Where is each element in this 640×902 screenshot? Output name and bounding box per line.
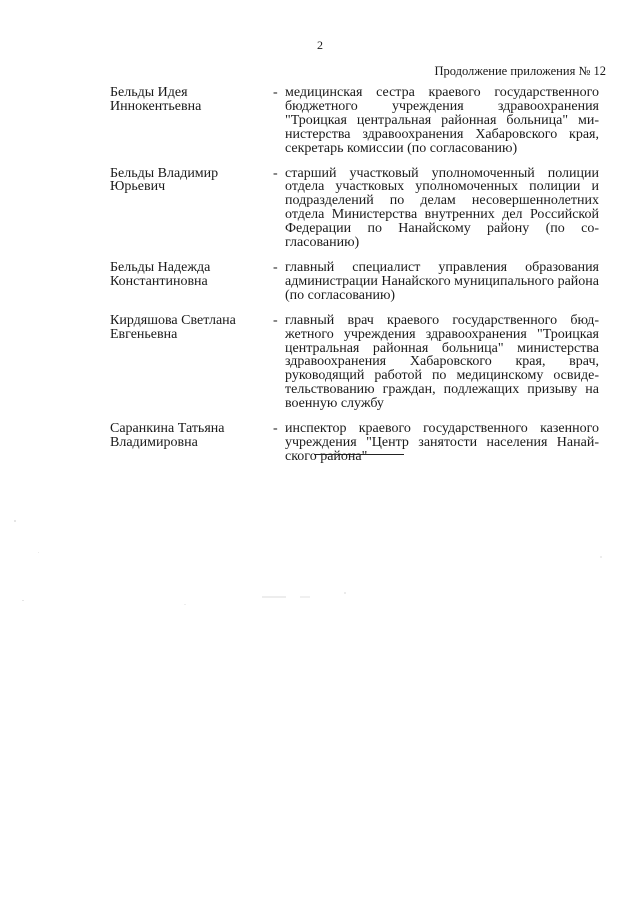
member-surname-first-name: Кирдяшова Светлана xyxy=(110,312,236,328)
dash-separator: - xyxy=(273,85,278,100)
page-number: 2 xyxy=(317,38,323,52)
member-entry xyxy=(110,261,600,303)
member-patronymic: Владимировна xyxy=(110,434,198,450)
member-entry xyxy=(110,167,600,250)
scan-speck xyxy=(300,596,310,598)
member-entry xyxy=(110,314,600,411)
member-position: главный специалист управления образования администрации Нанайского муниципального района (по согласованию) xyxy=(285,259,599,303)
scan-speck xyxy=(38,552,39,553)
scan-speck xyxy=(14,520,16,522)
appendix-continuation-heading: Продолжение приложения № 12 xyxy=(434,64,606,78)
member-surname-first-name: Бельды Идея xyxy=(110,85,188,100)
member-name xyxy=(110,314,273,342)
member-surname-first-name: Бельды Надежда xyxy=(110,259,211,275)
scan-speck xyxy=(22,600,24,601)
member-patronymic: Юрьевич xyxy=(110,179,166,195)
member-surname-first-name: Саранкина Татьяна xyxy=(110,421,225,437)
member-name xyxy=(110,261,273,289)
scan-speck xyxy=(262,596,286,598)
member-position: инспектор краевого государственного казенного учреждения "Центр занятости населения Нанайского района" xyxy=(285,421,599,464)
member-surname-first-name: Бельды Владимир xyxy=(110,165,219,181)
member-patronymic: Евгеньевна xyxy=(110,326,178,342)
member-position: медицинская сестра краевого государственного бюджетного учреждения здравоохранения "Троицкая центральная районная больница" министерства здравоохранения Хабаровского края, секретарь комиссии (по согласованию) xyxy=(285,85,599,156)
scan-speck xyxy=(600,556,602,558)
dash-separator: - xyxy=(273,259,278,275)
member-position: старший участковый уполномоченный полиции отдела участковых уполномоченных полиции и подразделений по делам несовершеннолетних отдела Министерства внутренних дел Российской Федерации по Нанайскому району (по согласованию) xyxy=(285,165,599,251)
member-entry xyxy=(110,422,600,464)
scan-speck xyxy=(344,592,346,594)
scan-speck xyxy=(184,604,186,605)
member-patronymic: Иннокентьевна xyxy=(110,98,202,114)
dash-separator: - xyxy=(273,421,278,437)
member-name xyxy=(110,422,273,450)
commission-members-list xyxy=(110,86,600,475)
member-position: главный врач краевого государственного бюджетного учреждения здравоохранения "Троицкая центральная районная больница" министерства здравоохранения Хабаровского края, врач, руководящий работой по медицинскому освидетельствованию граждан, подлежащих призыву на военную службу xyxy=(285,312,599,412)
member-patronymic: Константиновна xyxy=(110,273,208,289)
end-of-list-rule xyxy=(314,454,404,455)
dash-separator: - xyxy=(273,165,278,181)
member-entry xyxy=(110,86,600,156)
member-name xyxy=(110,86,273,114)
member-name xyxy=(110,167,273,195)
dash-separator: - xyxy=(273,312,278,328)
